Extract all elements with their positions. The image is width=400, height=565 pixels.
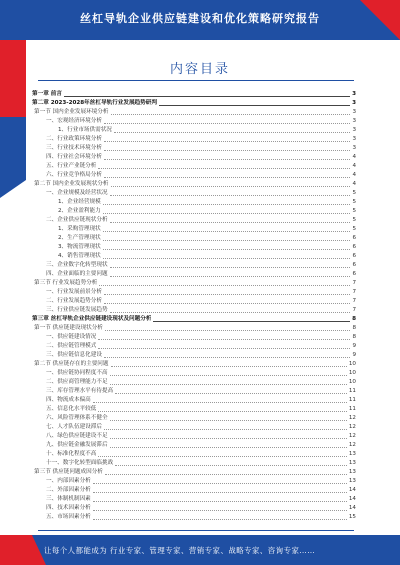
toc-entry-title: 1、企业经营规模 (58, 199, 101, 205)
toc-entry-page: 3 (352, 118, 356, 124)
toc-leader-dots (98, 168, 350, 169)
toc-entry-title: 三、行业技术环境分析 (46, 145, 102, 151)
toc-entry-title: 五、信息化水平较低 (46, 406, 97, 412)
toc-entry[interactable] (32, 315, 356, 324)
toc-entry-page: 4 (352, 163, 356, 169)
toc-entry[interactable] (32, 324, 356, 333)
toc-leader-dots (114, 132, 351, 133)
toc-entry-title: 4、销售管理现状 (58, 253, 101, 259)
toc-entry-title: 四、技术因素分析 (46, 505, 91, 511)
toc-entry-title: 一、行业发展前景分析 (46, 289, 102, 295)
toc-entry-title: 八、绿色供应链建设不足 (46, 433, 108, 439)
toc-entry-page: 10 (348, 379, 356, 385)
toc-entry-title: 2、生产管理现状 (58, 235, 101, 241)
toc-entry-page: 11 (348, 388, 356, 394)
toc-entry-title: 2、企业盈利能力 (58, 208, 101, 214)
toc-entry-title: 七、人才队伍建设滞后 (46, 424, 102, 430)
toc-entry[interactable] (32, 117, 356, 126)
toc-entry-title: 第二节 供应链存在的主要问题 (34, 361, 109, 367)
toc-entry-page: 14 (348, 487, 356, 493)
toc-entry[interactable] (32, 378, 356, 387)
toc-entry[interactable] (32, 441, 356, 450)
toc-entry[interactable] (32, 459, 356, 468)
toc-entry[interactable] (32, 495, 356, 504)
toc-entry[interactable] (32, 279, 356, 288)
toc-entry-title: 1、采购管理现状 (58, 226, 101, 232)
toc-entry[interactable] (32, 450, 356, 459)
toc-leader-dots (153, 321, 350, 322)
toc-leader-dots (111, 114, 351, 115)
toc-entry-page: 4 (352, 172, 356, 178)
toc-entry-title: 一、内部因素分析 (46, 478, 91, 484)
footer-accent-block (0, 535, 32, 565)
toc-leader-dots (110, 267, 351, 268)
toc-entry-title: 四、企业面临的主要问题 (46, 271, 108, 277)
toc-entry[interactable] (32, 90, 356, 99)
toc-entry-title: 第三节 行业发展趋势分析 (34, 280, 98, 286)
toc-entry[interactable] (32, 252, 356, 261)
toc-leader-dots (110, 384, 347, 385)
toc-entry-page: 11 (348, 397, 356, 403)
toc-entry-title: 三、行业供应链发展趋势 (46, 307, 108, 313)
toc-entry-page: 5 (352, 190, 356, 196)
toc-entry-page: 10 (348, 361, 356, 367)
toc-entry[interactable] (32, 261, 356, 270)
toc-entry-page: 5 (352, 208, 356, 214)
toc-leader-dots (111, 366, 347, 367)
toc-entry-page: 10 (348, 370, 356, 376)
toc-entry-page: 4 (352, 181, 356, 187)
toc-entry[interactable] (32, 153, 356, 162)
toc-entry-title: 第三章 丝杠导轨企业供应链建设现状及问题分析 (32, 316, 152, 322)
toc-entry-title: 四、行业社会环境分析 (46, 154, 102, 160)
toc-entry[interactable] (32, 216, 356, 225)
toc-entry-title: 十一、数字化转型面临挑战 (46, 460, 114, 466)
toc-entry-title: 六、风险管理体系不健全 (46, 415, 108, 421)
toc-entry-title: 五、市场因素分析 (46, 514, 91, 520)
toc-leader-dots (115, 393, 347, 394)
toc-leader-dots (110, 312, 351, 313)
toc-entry[interactable] (32, 270, 356, 279)
toc-leader-dots (104, 177, 350, 178)
toc-entry[interactable] (32, 198, 356, 207)
toc-entry[interactable] (32, 333, 356, 342)
toc-entry-title: 十、标准化程度不高 (46, 451, 97, 457)
toc-leader-dots (104, 357, 350, 358)
toc-entry-title: 一、企业规模及经营状况 (46, 190, 108, 196)
toc-leader-dots (104, 141, 350, 142)
toc-entry[interactable] (32, 225, 356, 234)
toc-entry[interactable] (32, 432, 356, 441)
toc-leader-dots (111, 186, 351, 187)
toc-entry[interactable] (32, 108, 356, 117)
toc-entry-page: 8 (352, 316, 356, 322)
toc-leader-dots (104, 159, 350, 160)
toc-leader-dots (110, 195, 351, 196)
toc-entry-page: 7 (352, 298, 356, 304)
toc-entry-page: 3 (352, 136, 356, 142)
toc-leader-dots (104, 303, 350, 304)
toc-entry-title: 第三节 供应链问题成因分析 (34, 469, 103, 475)
toc-entry-title: 第一节 国内企业发展环境分析 (34, 109, 109, 115)
toc-leader-dots (110, 420, 347, 421)
toc-entry-title: 三、库存管理水平有待提高 (46, 388, 114, 394)
toc-entry-page: 13 (348, 451, 356, 457)
toc-entry[interactable] (32, 207, 356, 216)
toc-entry-page: 12 (348, 442, 356, 448)
toc-entry-title: 五、行业产业链分析 (46, 163, 97, 169)
toc-entry-title: 第一章 前言 (32, 91, 62, 97)
toc-entry[interactable] (32, 468, 356, 477)
toc-leader-dots (103, 213, 351, 214)
toc-entry[interactable] (32, 477, 356, 486)
toc-entry-page: 7 (352, 289, 356, 295)
toc-entry-title: 三、供应链信息化建设 (46, 352, 102, 358)
toc-entry[interactable] (32, 423, 356, 432)
toc-entry[interactable] (32, 180, 356, 189)
toc-entry[interactable] (32, 243, 356, 252)
toc-entry[interactable] (32, 189, 356, 198)
toc-leader-dots (93, 402, 347, 403)
toc-entry-title: 3、物流管理现状 (58, 244, 101, 250)
toc-entry-title: 1、行业市场供需状况 (58, 127, 112, 133)
toc-entry-page: 13 (348, 460, 356, 466)
toc-entry-title: 二、供应商管理能力不足 (46, 379, 108, 385)
toc-rule-top (38, 80, 354, 81)
toc-entry[interactable] (32, 504, 356, 513)
toc-leader-dots (104, 123, 350, 124)
toc-leader-dots (103, 231, 351, 232)
toc-entry-page: 15 (348, 514, 356, 520)
toc-entry-page: 3 (352, 100, 356, 106)
toc-leader-dots (93, 501, 347, 502)
toc-entry-page: 5 (352, 217, 356, 223)
header-accent-decoration (360, 0, 400, 40)
toc-entry-page: 14 (348, 496, 356, 502)
toc-entry-page: 7 (352, 280, 356, 286)
toc-entry-title: 第二节 国内企业发展现状分析 (34, 181, 109, 187)
toc-entry-page: 6 (352, 271, 356, 277)
footer-slogan: 让每个人都能成为 行业专家、管理专家、营销专家、战略专家、咨询专家…… (44, 546, 316, 555)
toc-leader-dots (103, 249, 351, 250)
toc-entry-title: 三、体制机制因素 (46, 496, 91, 502)
toc-entry[interactable] (32, 342, 356, 351)
page-header (0, 0, 400, 40)
toc-entry-title: 一、供应链协同程度不高 (46, 370, 108, 376)
toc-leader-dots (104, 150, 350, 151)
toc-leader-dots (104, 294, 350, 295)
toc-entry-page: 12 (348, 424, 356, 430)
toc-entry-title: 二、企业供应链现状分析 (46, 217, 108, 223)
toc-entry-page: 13 (348, 478, 356, 484)
toc-entry[interactable] (32, 387, 356, 396)
toc-entry-page: 3 (352, 109, 356, 115)
toc-entry-title: 第一节 供应链建设现状分析 (34, 325, 103, 331)
toc-rule-bottom (38, 530, 354, 531)
toc-leader-dots (93, 483, 347, 484)
toc-entry[interactable] (32, 171, 356, 180)
toc-entry-page: 6 (352, 262, 356, 268)
report-title: 丝杠导轨企业供应链建设和优化策略研究报告 (80, 12, 320, 25)
toc-entry[interactable] (32, 234, 356, 243)
toc-leader-dots (64, 96, 350, 97)
toc-leader-dots (103, 204, 351, 205)
toc-entry-page: 9 (352, 352, 356, 358)
toc-entry-page: 8 (352, 334, 356, 340)
toc-entry-page: 14 (348, 505, 356, 511)
toc-entry[interactable] (32, 126, 356, 135)
toc-entry-title: 二、外部因素分析 (46, 487, 91, 493)
toc-heading: 内容目录 (169, 62, 230, 77)
toc-entry[interactable] (32, 486, 356, 495)
toc-entry-page: 6 (352, 253, 356, 259)
toc-entry-page: 13 (348, 469, 356, 475)
toc-entry-title: 四、物流成本偏高 (46, 397, 91, 403)
toc-entry[interactable] (32, 135, 356, 144)
toc-entry-page: 4 (352, 154, 356, 160)
toc-entry-page: 7 (352, 307, 356, 313)
toc-entry[interactable] (32, 306, 356, 315)
toc-leader-dots (99, 285, 350, 286)
toc-entry[interactable] (32, 396, 356, 405)
toc-entry-page: 6 (352, 244, 356, 250)
toc-entry-title: 二、供应链管理模式 (46, 343, 97, 349)
toc-leader-dots (98, 348, 350, 349)
toc-leader-dots (105, 474, 347, 475)
toc-entry-title: 六、行业竞争格局分析 (46, 172, 102, 178)
toc-entry-page: 12 (348, 433, 356, 439)
toc-entry-title: 一、供应链建设情况 (46, 334, 97, 340)
side-decoration-triangle (0, 180, 26, 198)
toc-leader-dots (110, 375, 347, 376)
toc-entry[interactable] (32, 513, 356, 522)
toc-entry-title: 一、宏观经济环境分析 (46, 118, 102, 124)
toc-entry-page: 3 (352, 145, 356, 151)
toc-leader-dots (98, 339, 350, 340)
toc-leader-dots (98, 456, 347, 457)
toc-entry[interactable] (32, 369, 356, 378)
toc-leader-dots (115, 465, 347, 466)
toc-entry[interactable] (32, 297, 356, 306)
toc-leader-dots (93, 510, 347, 511)
toc-entry-page: 11 (348, 406, 356, 412)
toc-leader-dots (110, 447, 347, 448)
toc-leader-dots (103, 240, 351, 241)
toc-entry[interactable] (32, 99, 356, 108)
toc-leader-dots (110, 222, 351, 223)
toc-entry-page: 3 (352, 127, 356, 133)
toc-leader-dots (110, 276, 351, 277)
toc-leader-dots (103, 258, 351, 259)
toc-entry[interactable] (32, 144, 356, 153)
toc-entry[interactable] (32, 288, 356, 297)
toc-entry-page: 8 (352, 325, 356, 331)
toc-leader-dots (105, 330, 351, 331)
toc-entry-page: 3 (352, 91, 356, 97)
toc-leader-dots (93, 519, 347, 520)
toc-leader-dots (104, 429, 347, 430)
toc-entry-page: 6 (352, 235, 356, 241)
table-of-contents (32, 90, 356, 526)
toc-entry-page: 5 (352, 226, 356, 232)
toc-entry[interactable] (32, 351, 356, 360)
toc-entry[interactable] (32, 162, 356, 171)
toc-entry-page: 9 (352, 343, 356, 349)
toc-entry[interactable] (32, 414, 356, 423)
toc-entry-page: 12 (348, 415, 356, 421)
toc-entry[interactable] (32, 405, 356, 414)
toc-leader-dots (93, 492, 347, 493)
toc-leader-dots (159, 105, 350, 106)
page-footer (0, 535, 400, 565)
toc-entry-title: 九、供应链金融发展滞后 (46, 442, 108, 448)
toc-entry[interactable] (32, 360, 356, 369)
toc-entry-title: 二、行业政策环境分析 (46, 136, 102, 142)
toc-entry-page: 5 (352, 199, 356, 205)
toc-leader-dots (110, 438, 347, 439)
toc-entry-title: 二、行业发展趋势分析 (46, 298, 102, 304)
toc-entry-title: 第二章 2023-2028年丝杠导轨行业发展趋势研判 (32, 100, 157, 106)
toc-leader-dots (98, 411, 347, 412)
toc-entry-title: 三、企业数字化转型现状 (46, 262, 108, 268)
